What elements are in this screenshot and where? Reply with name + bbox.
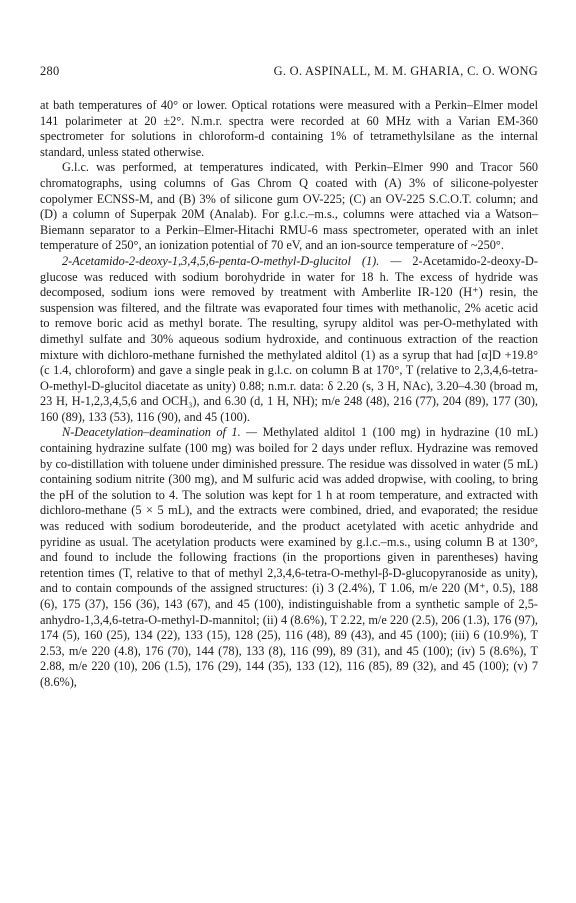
section-heading: N-Deacetylation–deamination of 1. — [62, 425, 258, 440]
paragraph-acetamido-glucitol [40, 254, 538, 426]
paragraph-text: Methylated alditol 1 (100 mg) in hydrazine (10 mL) containing hydrazine sulfate (100 mg) was boiled for 2 days under reflux. Hydrazine was removed by co-distillation with toluene under diminished pressure. The residue was dissolved in water (5 mL) containing sodium nitrite (300 mg), and M sulfuric acid was added dropwise, with cooling, to bring the pH of the solution to 4. The solution was kept for 1 h at room temperature, and extracted with dichloro-methane (5 × 5 mL), and the extracts were combined, dried, and evaporated; the residue was reduced with sodium borodeuteride, and the product acetylated with acetic anhydride and pyridine as usual. The acetylation products were examined by g.l.c.–m.s., using column B at 130°, and found to include the following fractions (in the proportions given in parentheses) having retention times (T, relative to that of methyl 2,3,4,6-tetra-O-methyl-β-D-glucopyranoside as unity), and to contain compounds of the assigned structures: (i) 3 (2.4%), T 1.06, m/e 220 (M⁺, 0.5), 188 (6), 175 (37), 156 (36), 143 (67), and 45 (100), indistinguishable from a synthetic sample of 2,5-anhydro-1,3,4,6-tetra-O-methyl-D-mannitol; (ii) 4 (8.6%), T 2.22, m/e 220 (2.5), 206 (1.3), 176 (97), 174 (5), 160 (25), 134 (22), 133 (15), 128 (25), 116 (48), 89 (43), and 45 (100); (iii) 6 (10.9%), T 2.53, m/e 220 (4.8), 176 (70), 144 (78), 133 (8), 116 (99), 89 (31), and 45 (100); (iv) 5 (8.6%), T 2.88, m/e 220 (10), 206 (1.5), 176 (29), 144 (35), 133 (12), 116 (85), 89 (32), and 45 (100); (v) 7 (8.6%), [40, 425, 538, 689]
running-head-authors: G. O. ASPINALL, M. M. GHARIA, C. O. WONG [273, 64, 538, 78]
paragraph-optical-nmr [40, 98, 538, 160]
running-header [40, 64, 538, 80]
section-heading: 2-Acetamido-2-deoxy-1,3,4,5,6-penta-O-methyl-D-glucitol (1). — [62, 253, 402, 268]
page-number: 280 [40, 64, 60, 78]
paragraph-glc [40, 160, 538, 254]
paragraph-text: at bath temperatures of 40° or lower. Optical rotations were measured with a Perkin–Elmer model 141 polarimeter at 20 ±2°. N.m.r. spectra were recorded at 60 MHz with a Varian EM-360 spectrometer for solutions in chloroform-d containing 1% of tetramethylsilane as the internal standard, unless stated otherwise. [40, 98, 538, 159]
article-body [40, 98, 538, 691]
paragraph-deacetylation [40, 425, 538, 690]
paragraph-text: G.l.c. was performed, at temperatures indicated, with Perkin–Elmer 990 and Tracor 560 chromatographs, using columns of Gas Chrom Q coated with (A) 3% of silicone-polyester copolymer ECNSS-M, and (B) 3% of silicone gum OV-225; (C) an OV-225 S.C.O.T. column; and (D) a column of Superpak 20M (Analab). For g.l.c.–m.s., columns were attached via a Watson–Biemann separator to a Perkin–Elmer-Hitachi RMU-6 mass spectrometer, operated with an inlet temperature of 250°, an ionization potential of 70 eV, and an ion-source temperature of ~250°. [40, 160, 538, 253]
paragraph-text: 2-Acetamido-2-deoxy-D-glucose was reduced with sodium borohydride in water for 18 h. The excess of hydride was decomposed, sodium ions were removed by treatment with Amberlite IR-120 (H⁺) resin, the suspension was filtered, and the filtrate was evaporated four times with methanolic, 2% acetic acid to remove boric acid as methyl borate. The resulting, syrupy alditol was per-O-methylated with dimethyl sulfate and 30% aqueous sodium hydroxide, and continuous extraction of the reaction mixture with dichloro-methane furnished the methylated alditol (1) as a syrup that had [α]D +19.8° (c 1.4, chloroform) and gave a single peak in g.l.c. on column B at 170°, T (relative to 2,3,4,6-tetra-O-methyl-D-glucitol diacetate as unity) 0.88; n.m.r. data: δ 2.20 (s, 3 H, NAc), 3.20–4.30 (broad m, 23 H, H-1,2,3,4,5,6 and OCH₃), and 6.30 (d, 1 H, NH); m/e 248 (48), 216 (77), 204 (89), 177 (30), 160 (89), 133 (53), 116 (90), and 45 (100). [40, 253, 538, 424]
